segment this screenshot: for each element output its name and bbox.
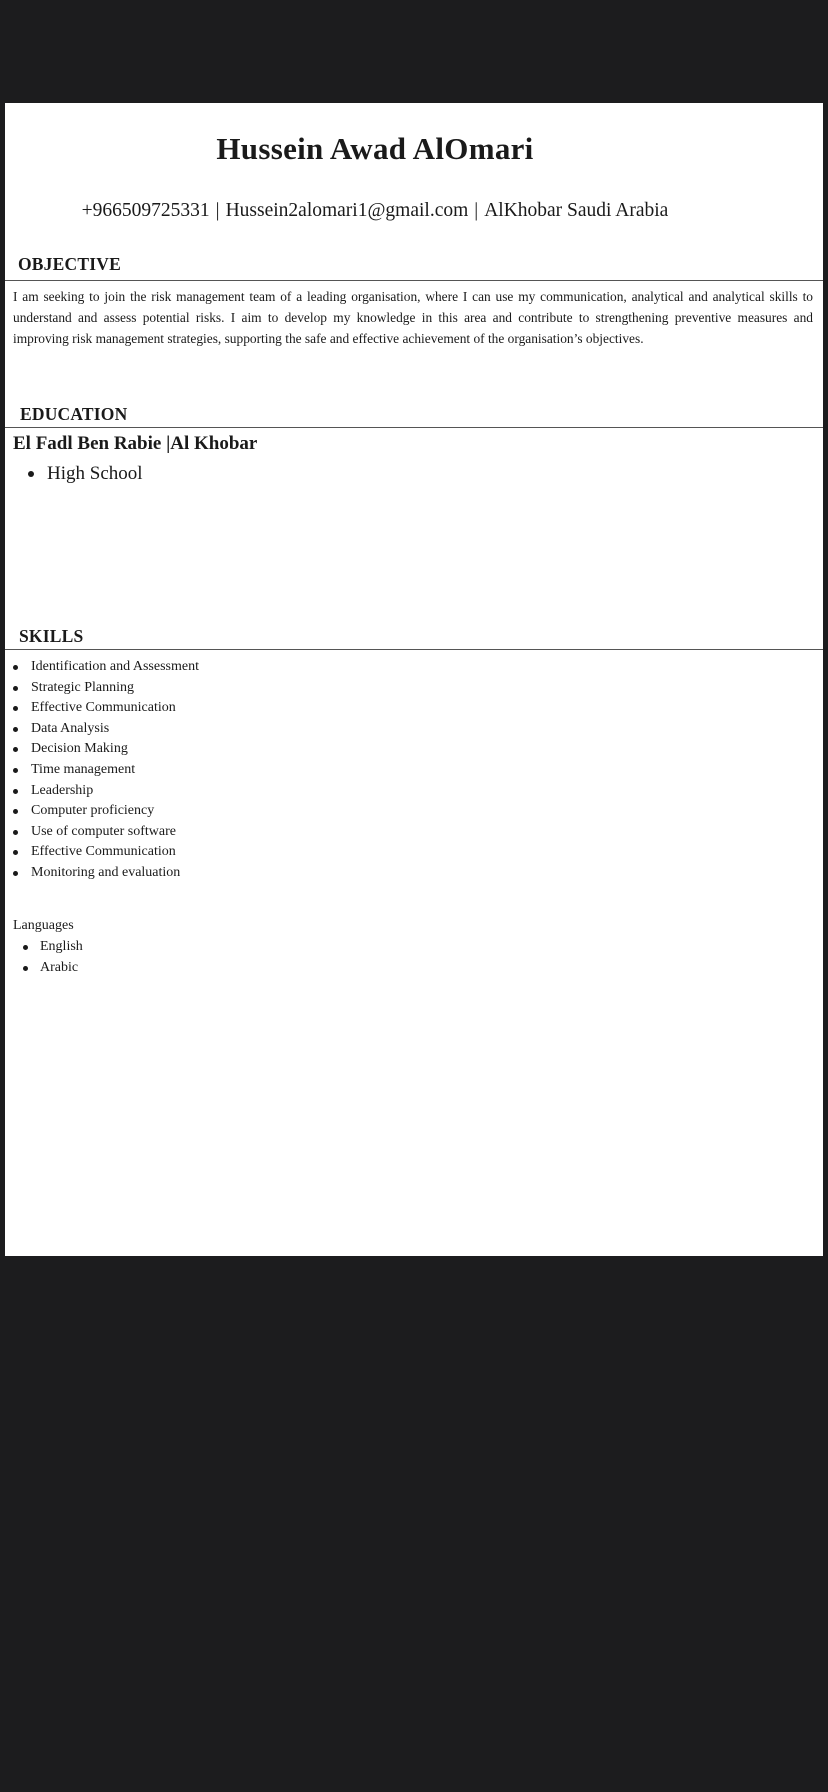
skill-item: Monitoring and evaluation bbox=[31, 863, 199, 884]
contact-line bbox=[5, 200, 745, 222]
education-heading: EDUCATION bbox=[20, 404, 128, 424]
skill-item: Strategic Planning bbox=[31, 678, 199, 699]
skills-heading: SKILLS bbox=[19, 626, 84, 646]
contact-separator: | bbox=[215, 200, 220, 221]
objective-text: I am seeking to join the risk management team of a leading organisation, where I can use my communication, analytical and analytical skills to understand and assess potential risks. I aim to develop my knowledge in this area and contribute to strengthening preventive measures and improving risk management strategies, supporting the safe and effective achievement of the organisation’s objectives. bbox=[13, 289, 813, 346]
candidate-name: Hussein Awad AlOmari bbox=[216, 131, 534, 166]
education-item: High School bbox=[47, 461, 143, 487]
skill-item: Identification and Assessment bbox=[31, 657, 199, 678]
skill-item: Leadership bbox=[31, 781, 199, 802]
language-item: English bbox=[40, 937, 83, 958]
skill-item: Time management bbox=[31, 760, 199, 781]
objective-heading: OBJECTIVE bbox=[18, 254, 121, 274]
skill-item: Effective Communication bbox=[31, 698, 199, 719]
resume-page bbox=[5, 103, 823, 1256]
language-item: Arabic bbox=[40, 958, 83, 979]
skills-list bbox=[31, 657, 199, 884]
school-name: El Fadl Ben Rabie |Al Khobar bbox=[13, 433, 258, 454]
phone-number: +966509725331 bbox=[81, 200, 210, 221]
skill-item: Computer proficiency bbox=[31, 801, 199, 822]
languages-list bbox=[40, 937, 83, 978]
skill-item: Effective Communication bbox=[31, 842, 199, 863]
email-address: Hussein2alomari1@gmail.com bbox=[225, 200, 469, 221]
skills-divider bbox=[5, 649, 823, 650]
education-divider bbox=[5, 427, 823, 428]
skill-item: Data Analysis bbox=[31, 719, 199, 740]
objective-divider bbox=[5, 280, 823, 281]
skill-item: Decision Making bbox=[31, 739, 199, 760]
education-list bbox=[47, 461, 143, 487]
location: AlKhobar Saudi Arabia bbox=[484, 200, 669, 221]
languages-heading: Languages bbox=[13, 918, 74, 933]
contact-separator: | bbox=[474, 200, 479, 221]
skill-item: Use of computer software bbox=[31, 822, 199, 843]
